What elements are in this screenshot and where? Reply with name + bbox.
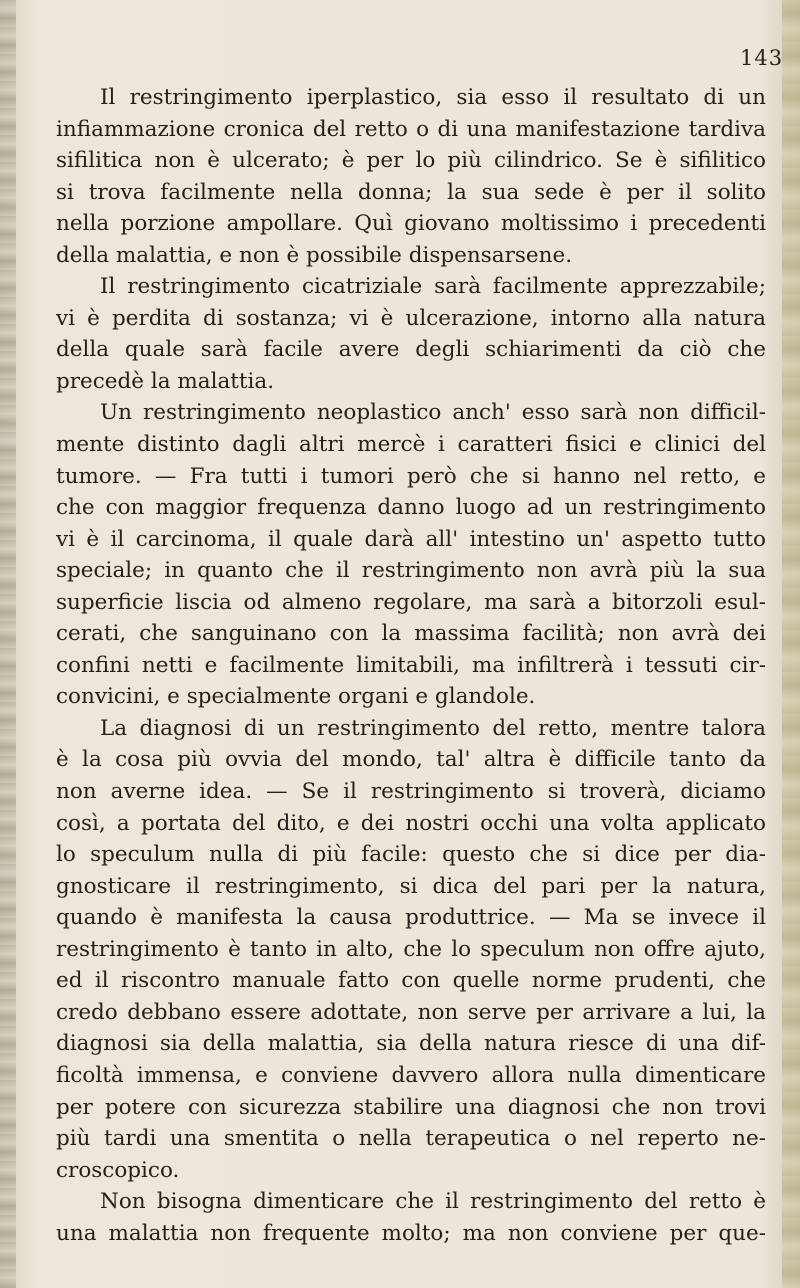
text-line: che con maggior frequenza danno luogo ad un restringimento <box>56 495 766 521</box>
text-line: infiammazione cronica del retto o di una manifestazione tardiva <box>56 116 766 142</box>
page-binding-edge <box>0 0 16 1288</box>
text-line: speciale; in quanto che il restringimento non avrà più la sua <box>56 558 766 584</box>
text-line: una malattia non frequente molto; ma non conviene per que- <box>56 1220 766 1246</box>
text-line: sifilitica non è ulcerato; è per lo più cilindrico. Se è sifilitico <box>56 148 766 174</box>
page-outer-edge <box>782 0 800 1288</box>
text-line: mente distinto dagli altri mercè i caratteri fisici e clinici del <box>56 432 766 458</box>
text-line: per potere con sicurezza stabilire una diagnosi che non trovi <box>56 1094 766 1120</box>
text-line: è la cosa più ovvia del mondo, tal' altra è difficile tanto da <box>56 747 766 773</box>
page-number: 143 <box>740 46 784 70</box>
text-line: La diagnosi di un restringimento del retto, mentre talora <box>100 715 766 741</box>
text-line: ficoltà immensa, e conviene davvero allora nulla dimenticare <box>56 1062 766 1088</box>
text-line: Un restringimento neoplastico anch' esso sarà non difficil- <box>100 400 766 426</box>
text-line: superficie liscia od almeno regolare, ma sarà a bitorzoli esul- <box>56 589 766 615</box>
text-line: ed il riscontro manuale fatto con quelle norme prudenti, che <box>56 968 766 994</box>
text-line: della malattia, e non è possibile dispensarsene. <box>56 242 573 268</box>
text-line: confini netti e facilmente limitabili, ma infiltrerà i tessuti cir- <box>56 652 766 678</box>
text-line: precedè la malattia. <box>56 368 275 394</box>
text-line: della quale sarà facile avere degli schiarimenti da ciò che <box>56 337 766 363</box>
text-line: così, a portata del dito, e dei nostri occhi una volta applicato <box>56 810 766 836</box>
text-line: Non bisogna dimenticare che il restringimento del retto è <box>100 1189 766 1215</box>
text-line: cerati, che sanguinano con la massima facilità; non avrà dei <box>56 621 766 647</box>
text-line: tumore. — Fra tutti i tumori però che si hanno nel retto, e <box>56 463 766 489</box>
text-line: Il restringimento iperplastico, sia esso il resultato di un <box>100 85 766 110</box>
text-line: diagnosi sia della malattia, sia della natura riesce di una dif- <box>56 1031 766 1057</box>
text-line: più tardi una smentita o nella terapeutica o nel reperto ne- <box>56 1126 766 1152</box>
body-text <box>56 82 766 1249</box>
text-line: croscopico. <box>56 1157 180 1183</box>
text-line: credo debbano essere adottate, non serve per arrivare a lui, la <box>56 999 766 1025</box>
text-line: vi è il carcinoma, il quale darà all' intestino un' aspetto tutto <box>56 526 766 552</box>
text-line: restringimento è tanto in alto, che lo speculum non offre ajuto, <box>56 936 766 962</box>
text-line: vi è perdita di sostanza; vi è ulcerazione, intorno alla natura <box>56 305 766 331</box>
text-line: convicini, e specialmente organi e glandole. <box>56 684 536 710</box>
text-line: non averne idea. — Se il restringimento si troverà, diciamo <box>56 779 766 805</box>
text-line: Il restringimento cicatriziale sarà facilmente apprezzabile; <box>100 274 766 300</box>
text-line: lo speculum nulla di più facile: questo che si dice per dia- <box>56 842 766 868</box>
text-line: si trova facilmente nella donna; la sua sede è per il solito <box>56 179 766 205</box>
text-line: nella porzione ampollare. Quì giovano moltissimo i precedenti <box>56 211 766 237</box>
text-line: gnosticare il restringimento, si dica del pari per la natura, <box>56 873 766 899</box>
text-line: quando è manifesta la causa produttrice. — Ma se invece il <box>56 905 766 931</box>
